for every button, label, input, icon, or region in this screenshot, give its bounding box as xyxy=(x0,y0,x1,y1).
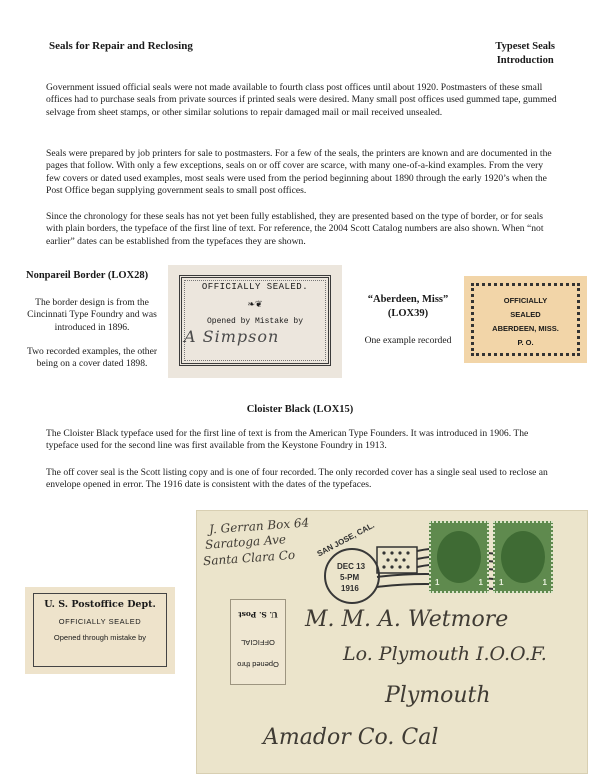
aberdeen-seal-line-4: P. O. xyxy=(517,338,534,347)
cloister-heading: Cloister Black (LOX15) xyxy=(246,404,354,415)
addressee-line-2: Lo. Plymouth I.O.O.F. xyxy=(343,643,547,665)
intro-paragraph-1: Government issued official seals were not made available to fourth class post offices until about 1920. Postmasters of these small offices had to purchase seals from private sources if printed seals were desired. Many small post offices used gummed tape, gummed selvage from sheet stamps, or other similar solutions to repair damaged mail or mail received unsealed. xyxy=(46,82,557,118)
section-line-1: Typeset Seals xyxy=(495,41,555,52)
nonpareil-seal-image xyxy=(168,265,342,378)
cloister-seal-image xyxy=(25,587,175,674)
addressee-line-3: Plymouth xyxy=(385,683,491,708)
cover-seal xyxy=(230,599,286,685)
aberdeen-seal-line-1: OFFICIALLY xyxy=(503,296,548,305)
addressee-line-1: M. M. A. Wetmore xyxy=(305,607,509,632)
stamp-value-left: 1 xyxy=(435,578,440,587)
aberdeen-seal-line-2: SEALED xyxy=(510,310,541,319)
cloister-seal-line-2: OFFICIALLY SEALED xyxy=(58,617,142,626)
postmark-year: 1916 xyxy=(341,584,359,593)
return-address-line-2: Saratoga Ave xyxy=(204,532,287,552)
nonpareil-heading: Nonpareil Border (LOX28) xyxy=(26,270,149,281)
stamp-portrait-icon xyxy=(501,531,545,583)
nonpareil-recorded-note: Two recorded examples, the other being on a cover dated 1898. xyxy=(26,346,158,370)
postmark-date: DEC 13 xyxy=(337,562,366,571)
postmark-town: SAN JOSE, CAL. xyxy=(315,520,376,559)
seal-line-1: OFFICIALLY SEALED. xyxy=(201,282,309,292)
cloister-paragraph-2: The off cover seal is the Scott listing copy and is one of four recorded. The only recorded cover has a single seal used to reclose an envelope opened in error. The 1916 date is consistent with the dates of the typefaces. xyxy=(46,467,548,491)
cover-seal-line-2: OFFICIAL xyxy=(241,638,275,647)
cover-seal-line-1: U. S. Post xyxy=(238,610,278,619)
aberdeen-seal-line-3: ABERDEEN, MISS. xyxy=(492,324,559,333)
stamp-left xyxy=(429,521,489,593)
aberdeen-code: (LOX39) xyxy=(387,308,429,319)
cloister-paragraph-1: The Cloister Black typeface used for the first line of text is from the American Type Founders. It was introduced in 1906. The typeface used for the second line was first available from the Keystone Foundry in 1913. xyxy=(46,428,529,452)
cover-envelope-image xyxy=(196,510,588,774)
stamp-value-left: 1 xyxy=(499,578,504,587)
addressee-line-4: Amador Co. Cal xyxy=(263,725,439,750)
stamp-right xyxy=(493,521,553,593)
intro-paragraph-2: Seals were prepared by job printers for sale to postmasters. For a few of the seals, the printers are known and are documented in the pages that follow. With only a few exceptions, seals on or off cover are scarce, with many one-of-a-kind examples. From the very few covers or dated used examples, most seals were used from the period beginning about 1890 through the early 1920’s when the Post Office began supplying government seals to small post offices. xyxy=(46,148,552,197)
aberdeen-seal-image xyxy=(464,276,587,363)
section-title xyxy=(495,40,555,68)
aberdeen-heading: “Aberdeen, Miss” xyxy=(367,294,449,305)
signature: A Simpson xyxy=(184,327,280,346)
stamp-value-right: 1 xyxy=(542,578,547,587)
cover-seal-line-3: Opened thro xyxy=(237,660,279,669)
page-title: Seals for Repair and Reclosing xyxy=(49,40,193,52)
section-line-2: Introduction xyxy=(496,55,554,66)
postmark-time: 5-PM xyxy=(340,573,360,582)
ornament-icon: ❧❦ xyxy=(247,299,263,309)
return-address-line-1: J. Gerran Box 64 xyxy=(208,515,310,537)
cloister-seal-line-3: Opened through mistake by xyxy=(53,633,147,642)
seal-line-2: Opened by Mistake by xyxy=(206,317,303,326)
stamp-portrait-icon xyxy=(437,531,481,583)
return-address-line-3: Santa Clara Co xyxy=(202,547,296,569)
aberdeen-note: One example recorded xyxy=(364,335,452,346)
nonpareil-description: The border design is from the Cincinnati Type Foundry and was introduced in 1896. xyxy=(27,297,157,333)
stamp-value-right: 1 xyxy=(478,578,483,587)
cloister-seal-line-1: U. S. Postoffice Dept. xyxy=(44,599,156,610)
intro-paragraph-3: Since the chronology for these seals has not yet been fully established, they are presented based on the type of border, or for seals with plain borders, the typeface of the first line of text. For reference, the 2004 Scott Catalog numbers are also shown. When “not earlier” dates can be established from the typefaces they are shown. xyxy=(46,211,544,247)
